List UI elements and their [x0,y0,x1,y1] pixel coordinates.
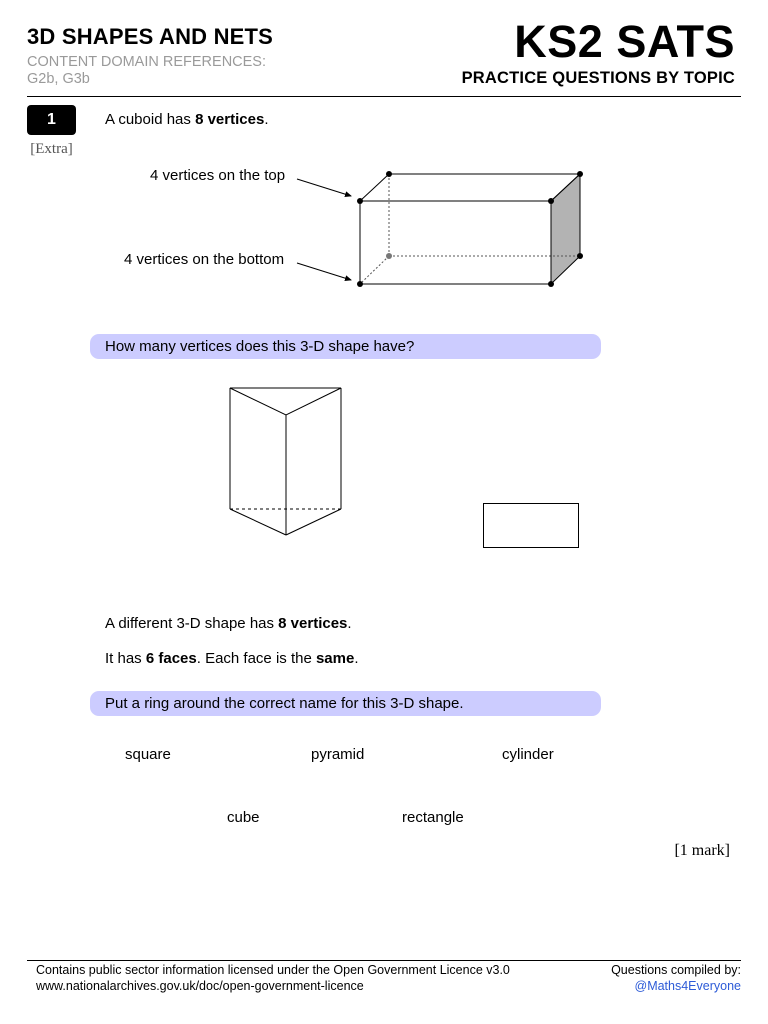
licence-link[interactable]: www.nationalarchives.gov.uk/doc/open-government-licence [36,978,364,993]
question-prompt-name: Put a ring around the correct name for this 3-D shape. [90,691,601,716]
brand-title: KS2 SATS [514,16,735,67]
content-domain-refs: G2b, G3b [27,71,90,87]
intro-suffix: . [264,111,269,128]
shape2-line1-bold: 8 vertices [278,615,348,632]
cuboid-edges [360,174,580,284]
question-tag: [Extra] [30,141,73,157]
top-label-arrow [297,179,351,196]
question-prompt-vertices: How many vertices does this 3-D shape have? [90,334,601,359]
topic-title: 3D SHAPES AND NETS [27,24,274,49]
footer-divider [27,960,741,961]
shape2-line2-text: It has [105,650,146,667]
cuboid-vertices [357,171,583,287]
author-handle-link[interactable]: @Maths4Everyone [634,978,741,993]
page-subtitle: PRACTICE QUESTIONS BY TOPIC [461,69,735,87]
cuboid-bottom-label: 4 vertices on the bottom [124,251,285,268]
content-domain-label: CONTENT DOMAIN REFERENCES: [27,54,267,70]
option-cube[interactable]: cube [227,809,260,826]
option-cylinder[interactable]: cylinder [502,746,554,763]
shape2-line1-text: A different 3-D shape has [105,615,279,632]
intro-text: A cuboid has [105,111,196,128]
question-number-badge: 1 [27,105,76,135]
footer-licence [36,963,510,994]
option-pyramid[interactable]: pyramid [311,746,365,763]
cuboid-hidden-edges [360,174,580,284]
marks-label: [1 mark] [674,842,730,859]
intro-bold: 8 vertices [195,111,265,128]
option-rectangle[interactable]: rectangle [402,809,464,826]
shape2-line2-bold-faces: 6 faces [145,650,197,667]
cuboid-top-label: 4 vertices on the top [150,167,286,184]
triangular-prism-diagram [0,370,768,570]
cuboid-diagram [0,0,768,320]
shape2-line1-suffix: . [347,615,352,632]
answer-box[interactable] [483,503,579,548]
bottom-label-arrow [297,263,351,280]
cuboid-shaded-face [551,174,580,284]
shape2-line2-mid: . Each face is the [196,650,316,667]
compiled-by-label: Questions compiled by: [611,963,741,977]
shape2-description-line1 [105,615,352,632]
shape2-line2-bold-same: same [315,650,355,667]
option-square[interactable]: square [125,746,171,763]
licence-line-1: Contains public sector information licensed under the Open Government Licence v3.0 [36,963,510,977]
footer-credits [611,963,741,994]
shape2-line2-suffix: . [354,650,359,667]
shape2-description-line2 [105,650,359,667]
